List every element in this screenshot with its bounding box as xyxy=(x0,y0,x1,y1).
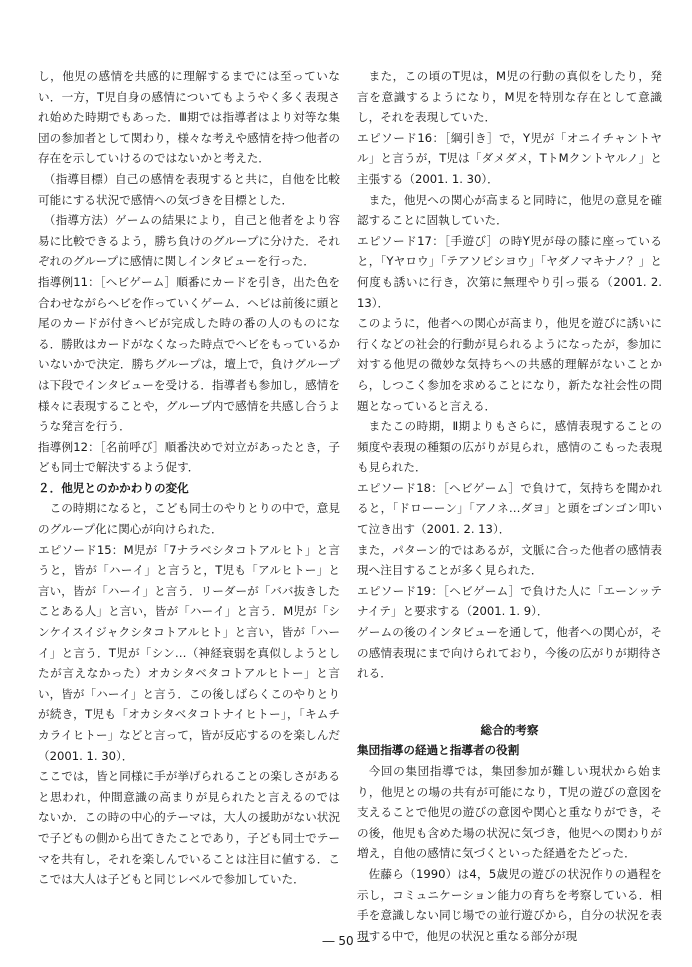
teaching-example-12: 指導例12：［名前呼び］順番決めで対立があったとき，子ども同士で解決するよう促す． xyxy=(38,439,340,475)
episode-17: エピソード17：［手遊び］の時Y児が母の膝に座っていると，「Yヤロウ」「テアソビシヨウ」「ヤダノマキナノ？」と何度も誘いに行き，次第に無理やり引っ張る（2001. 2. 13）． xyxy=(357,233,662,310)
section-heading-2: ２．他児とのかかわりの変化 xyxy=(38,480,189,495)
left-column xyxy=(38,66,340,890)
right-paragraph-8: 佐藤ら（1990）は4，5歳児の遊びの状況作りの過程を示し，コミュニケーション能力の育ちを考察している．相手を意識しない同じ場での並行遊びから，自分の状況を表現する中で，他児の状況と重なる部分が現 xyxy=(357,866,662,943)
left-paragraph-1: し，他児の感情を共感的に理解するまでには至っていない．一方，T児自身の感情についてもようやく多く表現され始めた時期でもあった．Ⅲ期では指導者はより対等な集団の参加者として関わり，様々な考えや感情を持つ他者の存在を示していけるのではないかと考えた． xyxy=(38,69,340,166)
teaching-method: （指導方法）ゲームの結果により，自己と他者をより容易に比較できるよう，勝ち負けのグループに分けた．それぞれのグループに感情に関しインタビューを行った． xyxy=(38,213,340,269)
episode-15: エピソード15：M児が「7ナラベシタコトアルヒト」と言うと，皆が「ハーイ」と言うと，T児も「アルヒトー」と言い，皆が「ハーイ」と言う．リーダーが「ババ抜きしたことある人」と言い，皆が「ハーイ」と言う．M児が「シンケイスイジャクシタコトアルヒト」と言い，皆が「ハーイ」と言う．T児が「シン…（神経衰弱を真似しようとしたが言えなかった）オカシタベタコトアルヒトー」と言い，皆が「ハーイ」と言う．この後しばらくこのやりとりが続き，T児も「オカシタベタコトナイヒトー」，「キムチカライヒトー」などと言って，皆が反応するのを楽しんだ（2001. 1. 30）． xyxy=(38,542,340,763)
teaching-example-11: 指導例11：［ヘビゲーム］順番にカードを引き，出た色を合わせながらヘビを作っていくゲーム．ヘビは前後に頭と尾のカードが付きヘビが完成した時の番の人のものになる．勝敗はカードがなくなった時点でヘビをもっているかいないかで決定．勝ちグループは，壇上で，負けグループは下段でインタビューを受ける．指導者も参加し，感情を様々に表現することや，グループ内で感情を共感し合うような発言を行う． xyxy=(38,274,340,434)
right-paragraph-6: ゲームの後のインタビューを通して，他者への関心が，その感情表現にまで向けられており，今後の広がりが期待される． xyxy=(357,625,662,681)
right-paragraph-4: またこの時期，Ⅱ期よりもさらに，感情表現することの頻度や表現の種類の広がりが見られ，感情のこもった表現も見られた． xyxy=(357,419,662,475)
page-number: ― 50 ― xyxy=(322,934,370,948)
right-column xyxy=(357,66,662,946)
right-paragraph-5: また，パターン的ではあるが，文脈に合った他者の感情表現へ注目することが多く見られた． xyxy=(357,542,662,578)
left-paragraph-intro: この時期になると，こども同士のやりとりの中で，意見のグループ化に関心が向けられた． xyxy=(38,501,340,537)
section-title: 総合的考察 xyxy=(480,722,539,737)
right-paragraph-3: このように，他者への関心が高まり，他児を遊びに誘いに行くなどの社会的行動が見られるようになったが，参加に対する他児の微妙な気持ちへの共感的理解がないことから，しつこく参加を求めることになり，新たな社会性の問題となっていると言える． xyxy=(357,316,662,413)
teaching-goal: （指導目標）自己の感情を表現すると共に，自他を比較可能にする状況で感情への気づきを目標とした． xyxy=(38,171,340,207)
subheading: 集団指導の経過と指導者の役割 xyxy=(357,743,520,758)
right-paragraph-1: また，この頃のT児は，M児の行動の真似をしたり，発言を意識するようになり，M児を特別な存在として意識し，それを表現していた． xyxy=(357,69,662,125)
right-paragraph-7: 今回の集団指導では，集団参加が難しい現状から始まり，他児との場の共有が可能になり，T児の遊びの意図を支えることで他児の遊びの意図や関心と重なりができ，その後，他児も含めた場の状況に気づき，他児への関わりが増え，自他の感情に気づくといった経過をたどった． xyxy=(357,764,662,861)
left-paragraph-discussion: ここでは，皆と同様に手が挙げられることの楽しさがあると思われ，仲間意識の高まりが見られたと言えるのではないか．この時の中心的テーマは，大人の援助がない状況で子どもの側から出てきたことであり，子ども同士でテーマを共有し，それを楽しんでいることは注目に値する．ここでは大人は子どもと同じレベルで参加していた． xyxy=(38,769,340,887)
episode-16: エピソード16：［綱引き］で，Y児が「オニイチャントヤル」と言うが，T児は「ダメダメ，TトMクントヤルノ」と主張する（2001. 1. 30）． xyxy=(357,130,662,186)
episode-19: エピソード19：［ヘビゲーム］で負けた人に「エーンッテナイテ」と要求する（2001. 1. 9）． xyxy=(357,583,662,619)
right-paragraph-2: また，他児への関心が高まると同時に，他児の意見を確認することに固執していた． xyxy=(357,192,662,228)
episode-18: エピソード18：［ヘビゲーム］で負けて，気持ちを聞かれると，「ドローーン」「アノネ…ダヨ」と頭をゴンゴン叩いて泣き出す（2001. 2. 13）． xyxy=(357,480,662,537)
